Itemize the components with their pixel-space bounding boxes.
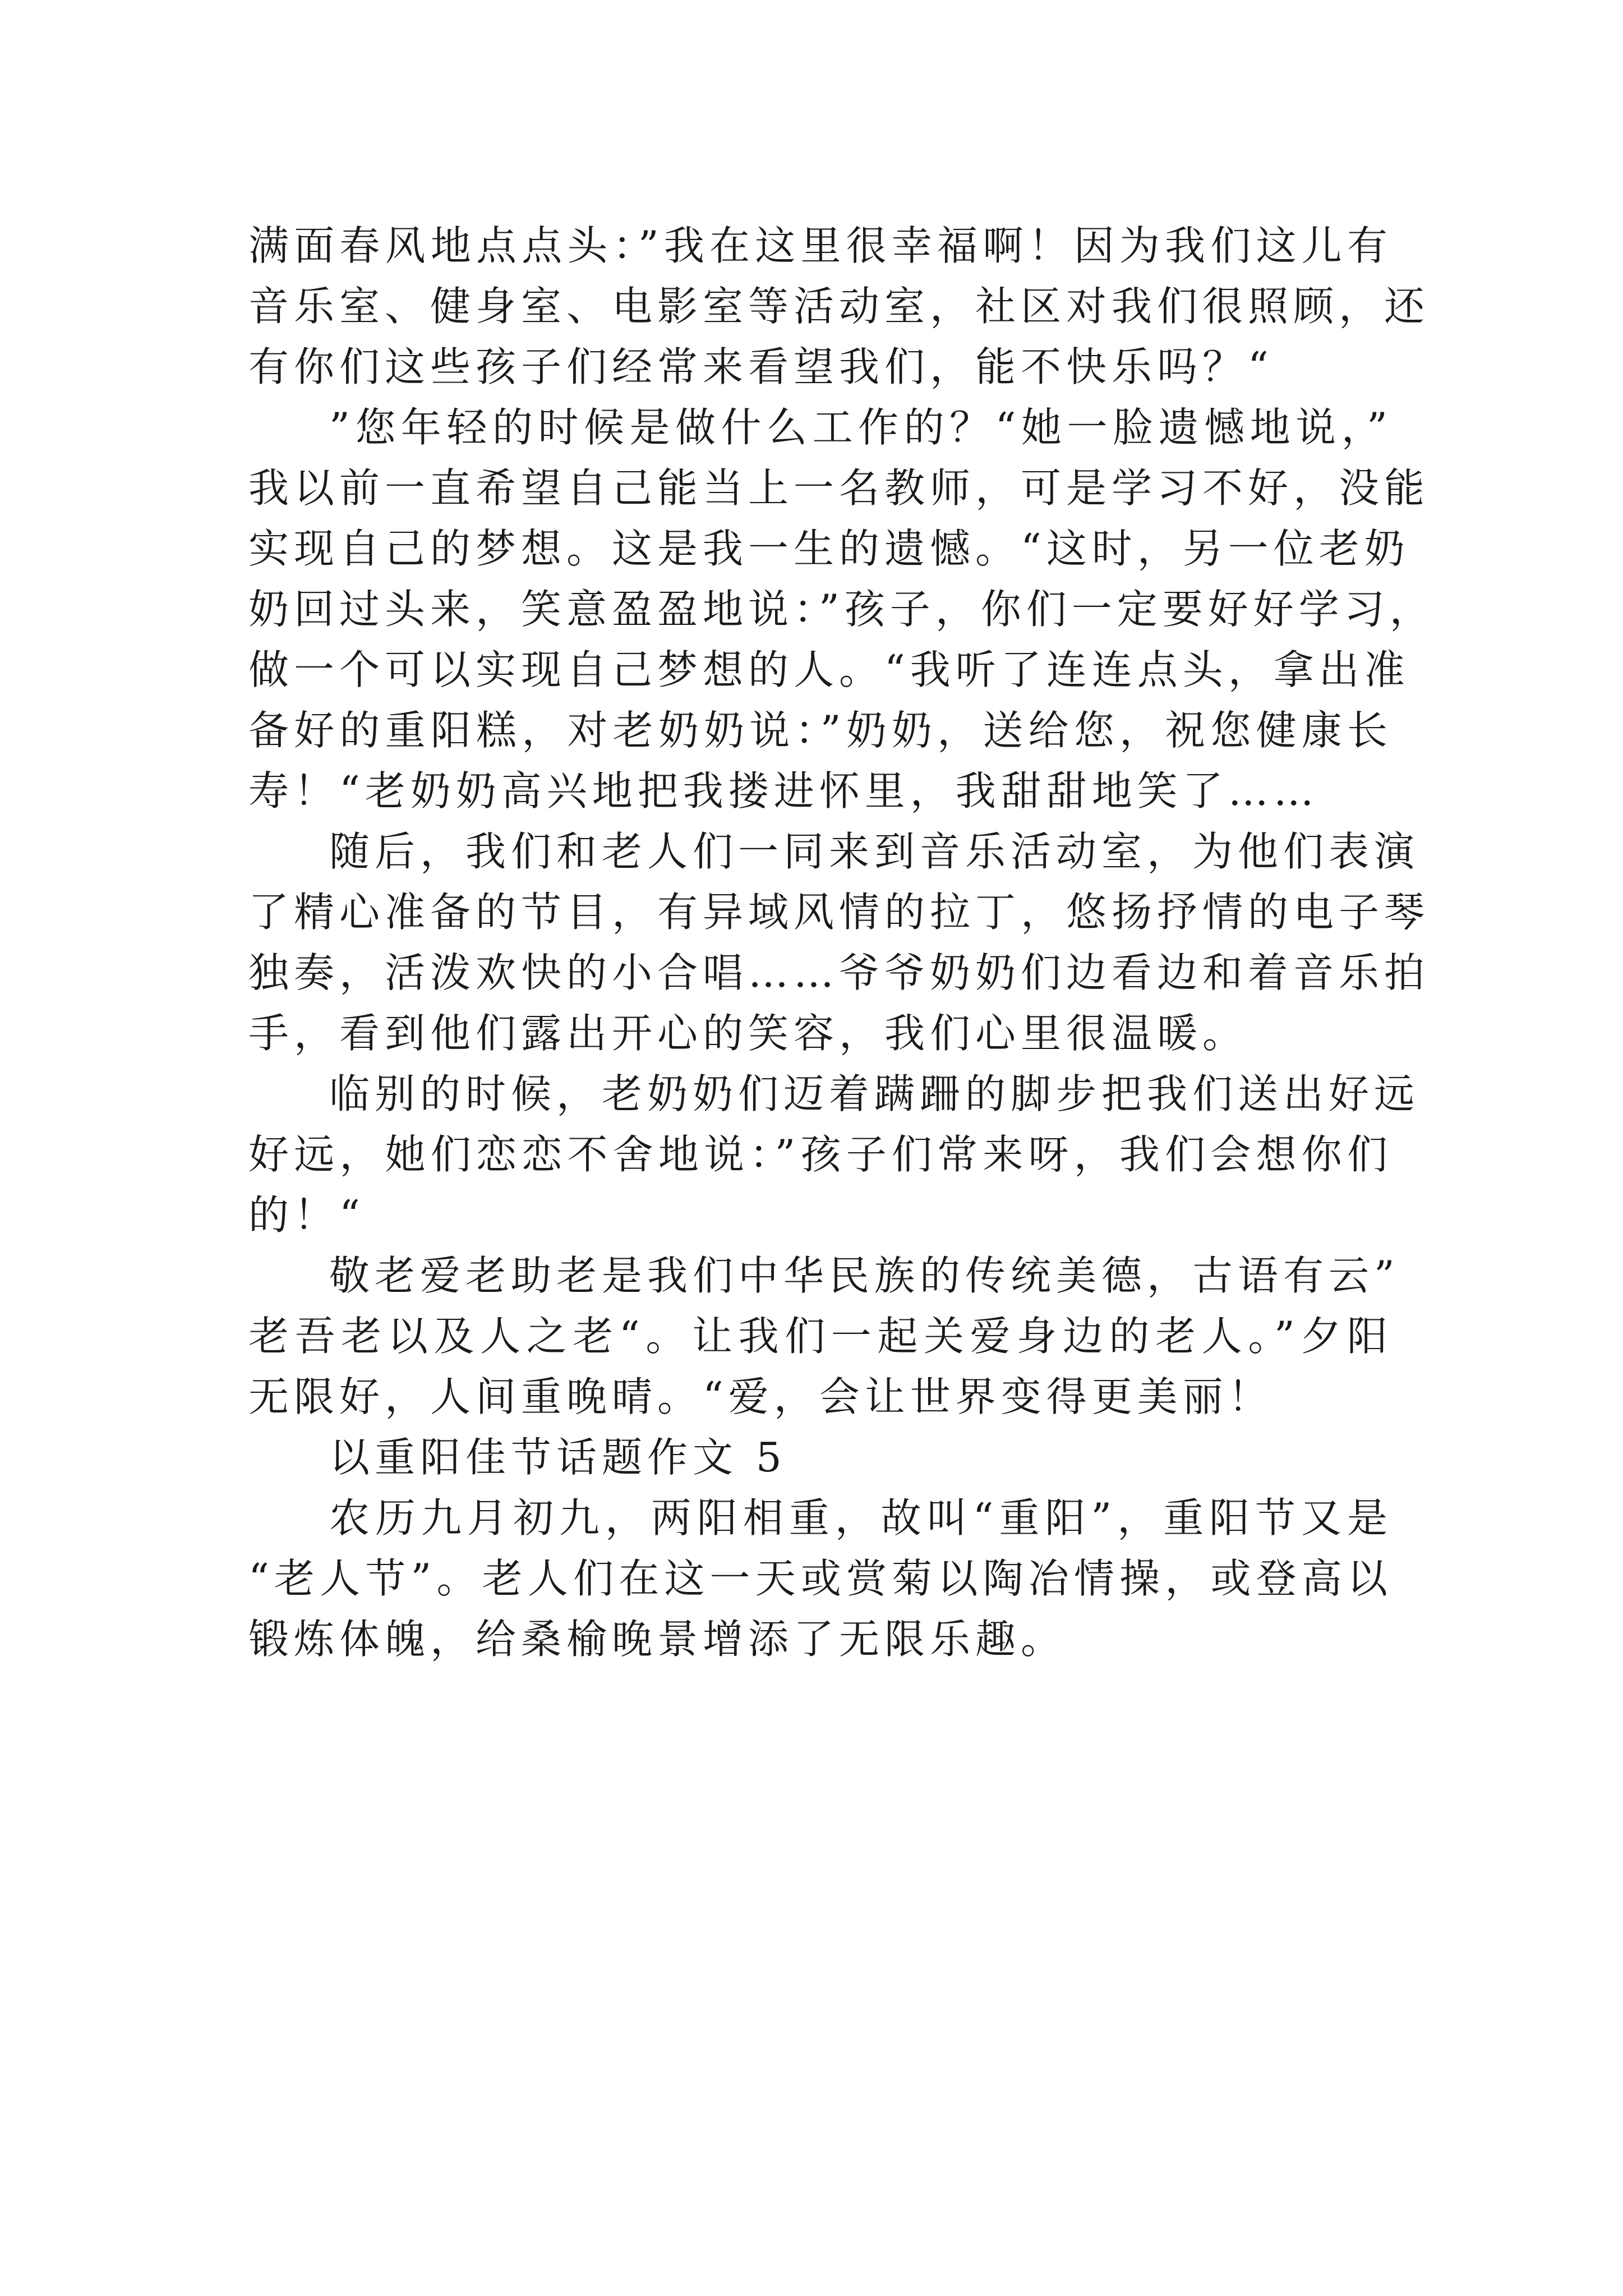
paragraph-3-line-2: 了精心准备的节目，有异域风情的拉丁，悠扬抒情的电子琴 [248, 889, 1430, 936]
essay-body [248, 215, 1435, 1669]
paragraph-4-line-1: 临别的时候，老奶奶们迈着蹒跚的脚步把我们送出好远 [329, 1070, 1420, 1117]
paragraph-1-line-3: 有你们这些孩子们经常来看望我们，能不快乐吗？“ [248, 343, 1274, 390]
paragraph-2-line-5: 做一个可以实现自己梦想的人。“我听了连连点头，拿出准 [248, 646, 1410, 693]
paragraph-5-line-3: 无限好，人间重晚晴。“爱，会让世界变得更美丽！ [248, 1373, 1274, 1420]
paragraph-2-line-7: 寿！“老奶奶高兴地把我搂进怀里，我甜甜地笑了…… [248, 767, 1319, 815]
paragraph-2-line-4: 奶回过头来，笑意盈盈地说：”孩子，你们一定要好好学习， [248, 586, 1435, 633]
paragraph-1-line-1: 满面春风地点点头：”我在这里很幸福啊！因为我们这儿有 [248, 222, 1393, 269]
essay-heading: 以重阳佳节话题作文 5 [329, 1434, 787, 1481]
final-paragraph-line-2: “老人节”。老人们在这一天或赏菊以陶冶情操，或登高以 [248, 1555, 1393, 1602]
paragraph-3-line-3: 独奏，活泼欢快的小合唱……爷爷奶奶们边看边和着音乐拍 [248, 949, 1430, 996]
paragraph-1-line-2: 音乐室、健身室、电影室等活动室，社区对我们很照顾，还 [248, 283, 1430, 330]
paragraph-2-line-2: 我以前一直希望自己能当上一名教师，可是学习不好，没能 [248, 464, 1430, 512]
paragraph-3-line-4: 手，看到他们露出开心的笑容，我们心里很温暖。 [248, 1010, 1248, 1057]
paragraph-4-line-2: 好远，她们恋恋不舍地说：”孩子们常来呀，我们会想你们 [248, 1131, 1393, 1178]
final-paragraph-line-3: 锻炼体魄，给桑榆晚景增添了无限乐趣。 [248, 1616, 1067, 1663]
paragraph-5-line-2: 老吾老以及人之老“。让我们一起关爱身边的老人。”夕阳 [248, 1313, 1393, 1360]
paragraph-5-line-1: 敬老爱老助老是我们中华民族的传统美德，古语有云” [329, 1252, 1400, 1299]
final-paragraph-line-1: 农历九月初九，两阳相重，故叫“重阳”，重阳节又是 [329, 1494, 1393, 1542]
paragraph-2-line-3: 实现自己的梦想。这是我一生的遗憾。“这时，另一位老奶 [248, 525, 1410, 572]
paragraph-3-line-1: 随后，我们和老人们一同来到音乐活动室，为他们表演 [329, 828, 1420, 875]
paragraph-4-line-3: 的！“ [248, 1191, 365, 1239]
paragraph-2-line-1: ”您年轻的时候是做什么工作的？“她一脸遗憾地说，” [329, 404, 1393, 451]
paragraph-2-line-6: 备好的重阳糕，对老奶奶说：”奶奶，送给您，祝您健康长 [248, 707, 1393, 754]
